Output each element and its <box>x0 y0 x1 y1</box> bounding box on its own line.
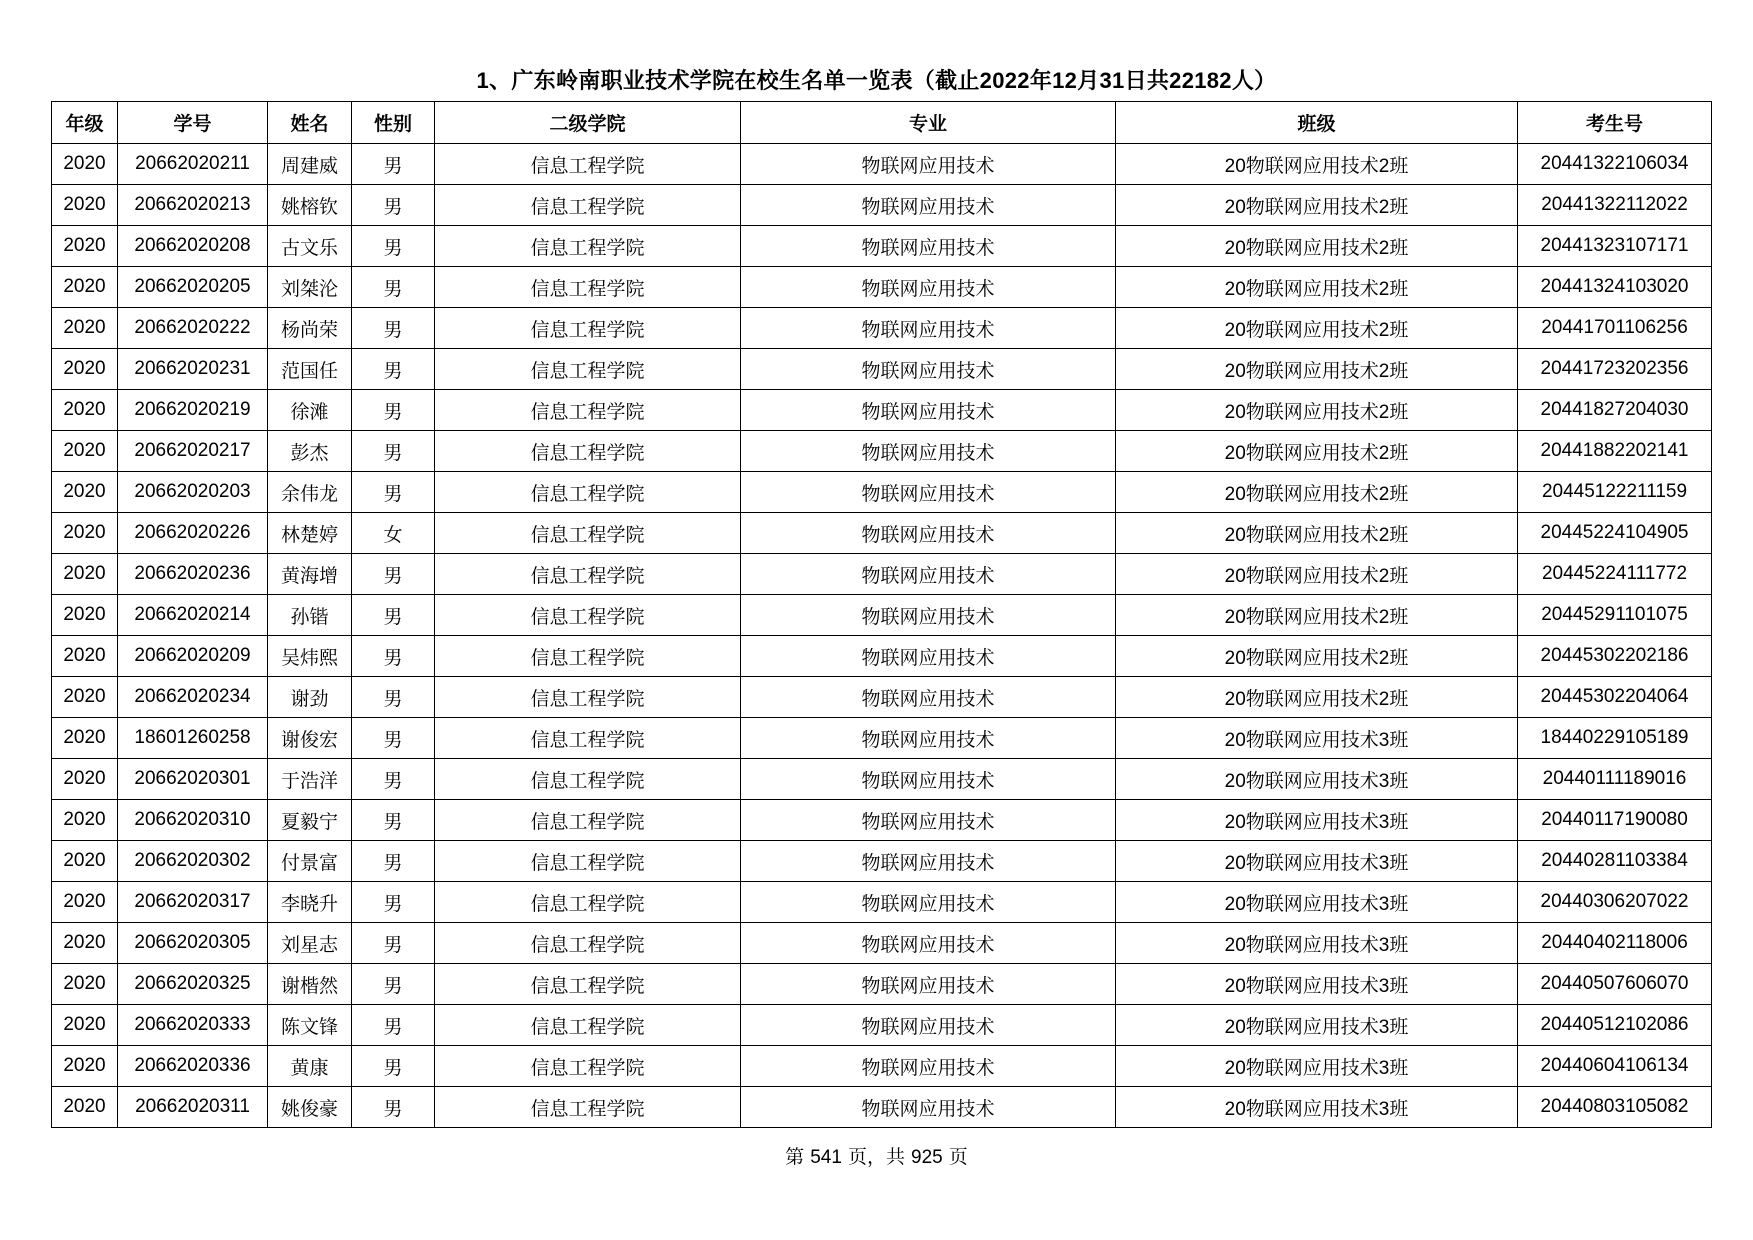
cell-student-id: 20662020222 <box>118 308 268 349</box>
cell-gender: 男 <box>352 144 435 185</box>
cell-grade: 2020 <box>52 226 118 267</box>
cell-gender: 男 <box>352 267 435 308</box>
table-row <box>52 554 1712 595</box>
header-row <box>52 102 1712 144</box>
table-row <box>52 349 1712 390</box>
cell-class: 20物联网应用技术2班 <box>1116 513 1518 554</box>
cell-college: 信息工程学院 <box>435 1046 741 1087</box>
cell-gender: 男 <box>352 595 435 636</box>
cell-name: 余伟龙 <box>268 472 352 513</box>
cell-student-id: 20662020219 <box>118 390 268 431</box>
header-exam-id: 考生号 <box>1518 102 1712 144</box>
cell-major: 物联网应用技术 <box>741 1005 1116 1046</box>
cell-major: 物联网应用技术 <box>741 226 1116 267</box>
cell-grade: 2020 <box>52 390 118 431</box>
cell-gender: 男 <box>352 964 435 1005</box>
cell-grade: 2020 <box>52 472 118 513</box>
cell-gender: 男 <box>352 472 435 513</box>
cell-grade: 2020 <box>52 349 118 390</box>
cell-exam-id: 20441827204030 <box>1518 390 1712 431</box>
cell-grade: 2020 <box>52 1005 118 1046</box>
cell-grade: 2020 <box>52 800 118 841</box>
cell-exam-id: 20440512102086 <box>1518 1005 1712 1046</box>
cell-exam-id: 20440111189016 <box>1518 759 1712 800</box>
cell-class: 20物联网应用技术2班 <box>1116 431 1518 472</box>
student-roster-table <box>51 101 1712 1128</box>
table-row <box>52 800 1712 841</box>
cell-exam-id: 20440604106134 <box>1518 1046 1712 1087</box>
cell-exam-id: 20440117190080 <box>1518 800 1712 841</box>
cell-student-id: 20662020310 <box>118 800 268 841</box>
cell-name: 姚榕钦 <box>268 185 352 226</box>
cell-grade: 2020 <box>52 964 118 1005</box>
table-row <box>52 185 1712 226</box>
table-row <box>52 964 1712 1005</box>
cell-college: 信息工程学院 <box>435 431 741 472</box>
cell-gender: 男 <box>352 677 435 718</box>
cell-college: 信息工程学院 <box>435 308 741 349</box>
cell-name: 刘桀沦 <box>268 267 352 308</box>
cell-college: 信息工程学院 <box>435 390 741 431</box>
cell-gender: 男 <box>352 882 435 923</box>
cell-grade: 2020 <box>52 431 118 472</box>
cell-exam-id: 20445224111772 <box>1518 554 1712 595</box>
cell-college: 信息工程学院 <box>435 349 741 390</box>
cell-gender: 男 <box>352 185 435 226</box>
cell-major: 物联网应用技术 <box>741 349 1116 390</box>
cell-grade: 2020 <box>52 554 118 595</box>
table-row <box>52 759 1712 800</box>
cell-student-id: 20662020234 <box>118 677 268 718</box>
cell-student-id: 20662020302 <box>118 841 268 882</box>
footer-prefix: 第 <box>785 1146 805 1168</box>
cell-class: 20物联网应用技术2班 <box>1116 636 1518 677</box>
cell-grade: 2020 <box>52 882 118 923</box>
cell-major: 物联网应用技术 <box>741 513 1116 554</box>
cell-name: 谢劲 <box>268 677 352 718</box>
cell-class: 20物联网应用技术2班 <box>1116 267 1518 308</box>
cell-gender: 男 <box>352 349 435 390</box>
cell-college: 信息工程学院 <box>435 1005 741 1046</box>
cell-exam-id: 20440281103384 <box>1518 841 1712 882</box>
cell-exam-id: 20441723202356 <box>1518 349 1712 390</box>
cell-exam-id: 20441701106256 <box>1518 308 1712 349</box>
cell-grade: 2020 <box>52 636 118 677</box>
cell-college: 信息工程学院 <box>435 923 741 964</box>
cell-name: 孙锴 <box>268 595 352 636</box>
page-footer <box>0 1144 1753 1171</box>
cell-gender: 男 <box>352 308 435 349</box>
cell-exam-id: 20441322112022 <box>1518 185 1712 226</box>
cell-student-id: 20662020209 <box>118 636 268 677</box>
cell-college: 信息工程学院 <box>435 718 741 759</box>
total-page-count: 925 <box>911 1147 943 1168</box>
cell-class: 20物联网应用技术2班 <box>1116 677 1518 718</box>
cell-name: 刘星志 <box>268 923 352 964</box>
cell-major: 物联网应用技术 <box>741 144 1116 185</box>
table-row <box>52 923 1712 964</box>
cell-name: 黄海增 <box>268 554 352 595</box>
cell-major: 物联网应用技术 <box>741 800 1116 841</box>
cell-class: 20物联网应用技术3班 <box>1116 1046 1518 1087</box>
cell-name: 谢楷然 <box>268 964 352 1005</box>
cell-gender: 男 <box>352 431 435 472</box>
cell-exam-id: 18440229105189 <box>1518 718 1712 759</box>
cell-exam-id: 20445302204064 <box>1518 677 1712 718</box>
cell-student-id: 18601260258 <box>118 718 268 759</box>
cell-college: 信息工程学院 <box>435 226 741 267</box>
cell-student-id: 20662020213 <box>118 185 268 226</box>
cell-college: 信息工程学院 <box>435 964 741 1005</box>
cell-gender: 男 <box>352 759 435 800</box>
cell-exam-id: 20441322106034 <box>1518 144 1712 185</box>
cell-name: 吴炜熙 <box>268 636 352 677</box>
cell-class: 20物联网应用技术2班 <box>1116 308 1518 349</box>
cell-name: 范国任 <box>268 349 352 390</box>
cell-student-id: 20662020226 <box>118 513 268 554</box>
cell-major: 物联网应用技术 <box>741 1087 1116 1128</box>
cell-class: 20物联网应用技术2班 <box>1116 226 1518 267</box>
table-row <box>52 1087 1712 1128</box>
cell-exam-id: 20440507606070 <box>1518 964 1712 1005</box>
cell-class: 20物联网应用技术3班 <box>1116 1005 1518 1046</box>
cell-name: 古文乐 <box>268 226 352 267</box>
cell-college: 信息工程学院 <box>435 636 741 677</box>
cell-college: 信息工程学院 <box>435 185 741 226</box>
cell-name: 陈文锋 <box>268 1005 352 1046</box>
cell-grade: 2020 <box>52 718 118 759</box>
cell-student-id: 20662020311 <box>118 1087 268 1128</box>
cell-exam-id: 20441882202141 <box>1518 431 1712 472</box>
cell-class: 20物联网应用技术2班 <box>1116 554 1518 595</box>
cell-major: 物联网应用技术 <box>741 267 1116 308</box>
cell-college: 信息工程学院 <box>435 841 741 882</box>
table-row <box>52 1046 1712 1087</box>
cell-major: 物联网应用技术 <box>741 595 1116 636</box>
table-row <box>52 431 1712 472</box>
cell-name: 周建威 <box>268 144 352 185</box>
cell-gender: 男 <box>352 636 435 677</box>
current-page-number: 541 <box>810 1147 842 1168</box>
cell-class: 20物联网应用技术3班 <box>1116 800 1518 841</box>
cell-grade: 2020 <box>52 267 118 308</box>
header-name: 姓名 <box>268 102 352 144</box>
cell-exam-id: 20440803105082 <box>1518 1087 1712 1128</box>
cell-college: 信息工程学院 <box>435 144 741 185</box>
cell-name: 徐滩 <box>268 390 352 431</box>
cell-gender: 男 <box>352 1046 435 1087</box>
cell-student-id: 20662020305 <box>118 923 268 964</box>
cell-gender: 男 <box>352 226 435 267</box>
cell-class: 20物联网应用技术3班 <box>1116 841 1518 882</box>
cell-class: 20物联网应用技术3班 <box>1116 964 1518 1005</box>
cell-major: 物联网应用技术 <box>741 390 1116 431</box>
footer-middle: 页，共 <box>847 1146 905 1168</box>
table-row <box>52 882 1712 923</box>
cell-exam-id: 20445224104905 <box>1518 513 1712 554</box>
cell-class: 20物联网应用技术3班 <box>1116 882 1518 923</box>
header-student-id: 学号 <box>118 102 268 144</box>
cell-major: 物联网应用技术 <box>741 964 1116 1005</box>
cell-gender: 男 <box>352 554 435 595</box>
cell-exam-id: 20440306207022 <box>1518 882 1712 923</box>
cell-major: 物联网应用技术 <box>741 554 1116 595</box>
cell-student-id: 20662020236 <box>118 554 268 595</box>
cell-major: 物联网应用技术 <box>741 882 1116 923</box>
cell-exam-id: 20441324103020 <box>1518 267 1712 308</box>
cell-student-id: 20662020317 <box>118 882 268 923</box>
cell-gender: 男 <box>352 841 435 882</box>
header-college: 二级学院 <box>435 102 741 144</box>
cell-name: 林楚婷 <box>268 513 352 554</box>
cell-college: 信息工程学院 <box>435 513 741 554</box>
cell-class: 20物联网应用技术2班 <box>1116 390 1518 431</box>
cell-grade: 2020 <box>52 308 118 349</box>
header-class: 班级 <box>1116 102 1518 144</box>
header-major: 专业 <box>741 102 1116 144</box>
table-body <box>52 144 1712 1128</box>
table-row <box>52 226 1712 267</box>
cell-class: 20物联网应用技术3班 <box>1116 923 1518 964</box>
cell-college: 信息工程学院 <box>435 800 741 841</box>
cell-exam-id: 20440402118006 <box>1518 923 1712 964</box>
cell-name: 付景富 <box>268 841 352 882</box>
cell-major: 物联网应用技术 <box>741 718 1116 759</box>
table-row <box>52 513 1712 554</box>
table-row <box>52 841 1712 882</box>
cell-student-id: 20662020336 <box>118 1046 268 1087</box>
cell-exam-id: 20445291101075 <box>1518 595 1712 636</box>
cell-grade: 2020 <box>52 185 118 226</box>
cell-major: 物联网应用技术 <box>741 431 1116 472</box>
cell-student-id: 20662020301 <box>118 759 268 800</box>
header-grade: 年级 <box>52 102 118 144</box>
cell-major: 物联网应用技术 <box>741 923 1116 964</box>
cell-major: 物联网应用技术 <box>741 759 1116 800</box>
cell-gender: 男 <box>352 1005 435 1046</box>
cell-name: 夏毅宁 <box>268 800 352 841</box>
cell-name: 李晓升 <box>268 882 352 923</box>
cell-gender: 男 <box>352 390 435 431</box>
table-row <box>52 144 1712 185</box>
document-title: 1、广东岭南职业技术学院在校生名单一览表（截止2022年12月31日共22182人） <box>476 68 1277 93</box>
cell-student-id: 20662020325 <box>118 964 268 1005</box>
cell-name: 杨尚荣 <box>268 308 352 349</box>
cell-class: 20物联网应用技术2班 <box>1116 595 1518 636</box>
cell-name: 姚俊豪 <box>268 1087 352 1128</box>
cell-grade: 2020 <box>52 595 118 636</box>
cell-exam-id: 20441323107171 <box>1518 226 1712 267</box>
cell-name: 谢俊宏 <box>268 718 352 759</box>
cell-student-id: 20662020203 <box>118 472 268 513</box>
cell-gender: 男 <box>352 1087 435 1128</box>
cell-student-id: 20662020217 <box>118 431 268 472</box>
cell-gender: 男 <box>352 923 435 964</box>
cell-college: 信息工程学院 <box>435 472 741 513</box>
table-row <box>52 390 1712 431</box>
cell-student-id: 20662020205 <box>118 267 268 308</box>
cell-college: 信息工程学院 <box>435 677 741 718</box>
cell-student-id: 20662020231 <box>118 349 268 390</box>
cell-class: 20物联网应用技术3班 <box>1116 718 1518 759</box>
table-row <box>52 595 1712 636</box>
cell-gender: 男 <box>352 718 435 759</box>
footer-suffix: 页 <box>948 1146 968 1168</box>
cell-college: 信息工程学院 <box>435 554 741 595</box>
cell-exam-id: 20445302202186 <box>1518 636 1712 677</box>
cell-grade: 2020 <box>52 1087 118 1128</box>
table-row <box>52 1005 1712 1046</box>
cell-grade: 2020 <box>52 759 118 800</box>
table-row <box>52 267 1712 308</box>
cell-college: 信息工程学院 <box>435 595 741 636</box>
cell-college: 信息工程学院 <box>435 759 741 800</box>
cell-name: 于浩洋 <box>268 759 352 800</box>
cell-class: 20物联网应用技术3班 <box>1116 759 1518 800</box>
table-row <box>52 677 1712 718</box>
cell-class: 20物联网应用技术2班 <box>1116 185 1518 226</box>
cell-grade: 2020 <box>52 1046 118 1087</box>
cell-student-id: 20662020211 <box>118 144 268 185</box>
cell-class: 20物联网应用技术2班 <box>1116 144 1518 185</box>
cell-grade: 2020 <box>52 677 118 718</box>
cell-major: 物联网应用技术 <box>741 308 1116 349</box>
header-gender: 性别 <box>352 102 435 144</box>
cell-name: 彭杰 <box>268 431 352 472</box>
cell-class: 20物联网应用技术3班 <box>1116 1087 1518 1128</box>
table-row <box>52 472 1712 513</box>
cell-major: 物联网应用技术 <box>741 185 1116 226</box>
cell-gender: 女 <box>352 513 435 554</box>
cell-exam-id: 20445122211159 <box>1518 472 1712 513</box>
cell-grade: 2020 <box>52 144 118 185</box>
cell-student-id: 20662020214 <box>118 595 268 636</box>
cell-major: 物联网应用技术 <box>741 636 1116 677</box>
cell-major: 物联网应用技术 <box>741 677 1116 718</box>
cell-gender: 男 <box>352 800 435 841</box>
cell-class: 20物联网应用技术2班 <box>1116 472 1518 513</box>
cell-grade: 2020 <box>52 841 118 882</box>
cell-grade: 2020 <box>52 923 118 964</box>
cell-student-id: 20662020333 <box>118 1005 268 1046</box>
table-row <box>52 718 1712 759</box>
cell-major: 物联网应用技术 <box>741 1046 1116 1087</box>
cell-major: 物联网应用技术 <box>741 472 1116 513</box>
cell-student-id: 20662020208 <box>118 226 268 267</box>
cell-class: 20物联网应用技术2班 <box>1116 349 1518 390</box>
cell-college: 信息工程学院 <box>435 267 741 308</box>
cell-grade: 2020 <box>52 513 118 554</box>
cell-college: 信息工程学院 <box>435 1087 741 1128</box>
cell-major: 物联网应用技术 <box>741 841 1116 882</box>
table-row <box>52 636 1712 677</box>
cell-name: 黄康 <box>268 1046 352 1087</box>
cell-college: 信息工程学院 <box>435 882 741 923</box>
table-row <box>52 308 1712 349</box>
